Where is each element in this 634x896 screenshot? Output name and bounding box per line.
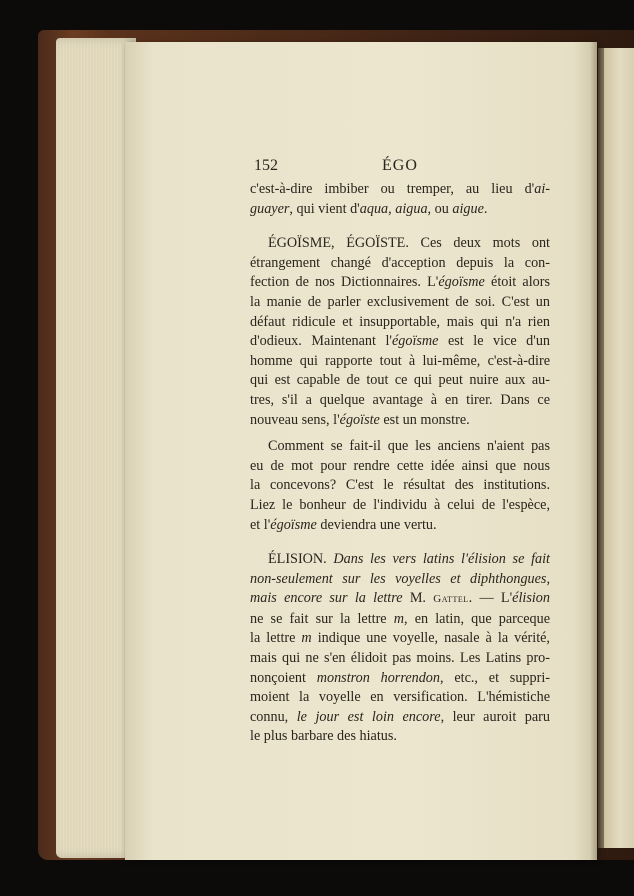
text-line: mais encore sur la lettre M. Gattel. — L'élision: [250, 590, 550, 607]
page-gutter-shadow: [590, 42, 604, 860]
text-line: et l'égoïsme deviendra une vertu.: [250, 516, 437, 533]
entry-paragraph: [250, 234, 550, 430]
text-line: Liez le bonheur de l'individu à celui de l'espèce,: [250, 496, 550, 513]
text-line: la concevons? C'est le résultat des institutions.: [250, 477, 550, 494]
text-line: nouveau sens, l'égoïste est un monstre.: [250, 411, 470, 428]
page-edges: [56, 38, 136, 858]
italic-text: aigue: [452, 200, 484, 217]
text-line: eu de mot pour rendre cette idée ainsi que nous: [250, 457, 550, 474]
text-line: étrangement changé d'acception depuis la con-: [250, 254, 550, 271]
text-line: mais qui ne s'en élidoit pas moins. Les Latins pro-: [250, 650, 550, 667]
text-line: homme qui rapporte tout à lui-même, c'est-à-dire: [250, 352, 550, 369]
text-line: ÉGOÏSME, ÉGOÏSTE. Ces deux mots ont: [268, 235, 550, 252]
entry-paragraph: [250, 437, 550, 535]
italic-text: égoïsme: [270, 516, 317, 533]
entry-paragraph: [250, 550, 550, 747]
text-line: qui est capable de tout ce qui peut nuire aux au-: [250, 372, 550, 389]
italic-text: égoïsme: [438, 274, 485, 291]
text-line: fection de nos Dictionnaires. L'égoïsme étoit alors: [250, 274, 550, 291]
text-line: défaut ridicule et insupportable, mais qui n'a rien: [250, 313, 550, 330]
dictionary-entries: [250, 234, 550, 747]
italic-text: guayer: [250, 200, 290, 217]
text-line: le plus barbare des hiatus.: [250, 728, 397, 745]
italic-text: aigua: [395, 200, 428, 217]
text-line: connu, le jour est loin encore, leur auroit paru: [250, 708, 550, 725]
italic-text: monstron horrendon: [316, 669, 440, 686]
text-line: guayer, qui vient d'aqua, aigua, ou aigue.: [250, 200, 488, 217]
small-caps-text: Gattel: [433, 593, 469, 606]
italic-text: aqua: [359, 200, 389, 217]
italic-text: m: [393, 610, 404, 627]
text-line: nonçoient monstron horrendon, etc., et suppri-: [250, 669, 550, 686]
text-line: Comment se fait-il que les anciens n'aient pas: [268, 438, 550, 455]
text-line: [250, 570, 550, 590]
dictionary-entry: [250, 234, 550, 535]
text-line: ne se fait sur la lettre m, en latin, que parceque: [250, 610, 550, 627]
italic-text: Dans les vers latins l'élision se fait: [333, 551, 550, 568]
page-number: 152: [254, 157, 278, 174]
italic-text: égoïste: [339, 411, 380, 428]
italic-text: non-seulement sur les voyelles et diphthongues,: [250, 570, 550, 587]
text-line: la lettre m indique une voyelle, nasale à la vérité,: [250, 630, 550, 647]
text-line: d'odieux. Maintenant l'égoïsme est le vice d'un: [250, 333, 551, 350]
page-text: [250, 156, 550, 747]
continuation-paragraph: [250, 180, 550, 219]
text-line: moient la voyelle en versification. L'hémistiche: [250, 689, 550, 706]
text-line: ÉLISION. Dans les vers latins l'élision se fait: [268, 551, 550, 568]
italic-text: élision: [512, 590, 550, 607]
text-line: c'est-à-dire imbiber ou tremper, au lieu d'ai-: [250, 181, 550, 197]
running-head: [250, 156, 550, 180]
dictionary-entry: [250, 550, 550, 747]
italic-text: mais encore sur la lettre: [250, 590, 403, 607]
italic-text: ai-: [534, 181, 550, 197]
italic-text: m: [301, 630, 312, 647]
head-word: ÉGO: [382, 157, 418, 174]
italic-text: égoïsme: [391, 333, 439, 350]
text-line: tres, s'il a quelque avantage à en tirer. Dans ce: [250, 391, 550, 408]
text-line: la manie de parler exclusivement de soi. C'est un: [250, 293, 550, 310]
italic-text: le jour est loin encore: [296, 708, 441, 725]
